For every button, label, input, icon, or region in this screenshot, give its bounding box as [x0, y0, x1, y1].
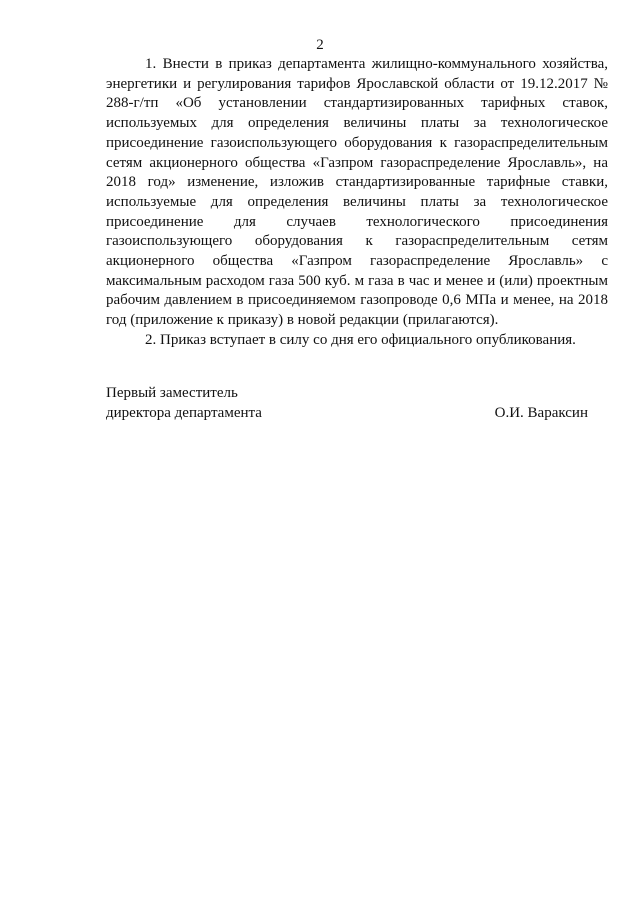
paragraph-2: 2. Приказ вступает в силу со дня его официального опубликования.: [145, 331, 576, 348]
signatory-title-line2: директора департамента: [106, 404, 262, 421]
signatory-title-line1: Первый заместитель: [106, 385, 238, 401]
signature-block: [106, 384, 588, 423]
signature-line: [106, 404, 588, 424]
page-number: 2: [316, 37, 324, 53]
paragraph-1: 1. Внести в приказ департамента жилищно-коммунального хозяйства, энергетики и регулирования тарифов Ярославской области от 19.12.2017 № 288-г/тп «Об установлении стандартизированных тарифных ставок, используемых для определения величины платы за технологическое присоединение газоиспользующего оборудования к газораспределительным сетям акционерного общества «Газпром газораспределение Ярославль», на 2018 год» изменение, изложив стандартизированные тарифные ставки, используемые для определения величины платы за технологическое присоединение для случаев технологического присоединения газоиспользующего оборудования к газораспределительным сетям акционерного общества «Газпром газораспределение Ярославль» с максимальным расходом газа 500 куб. м газа в час и менее и (или) проектным рабочим давлением в присоединяемом газопроводе 0,6 МПа и менее, на 2018 год (приложение к приказу) в новой редакции (прилагаются).: [106, 56, 608, 329]
signatory-name: О.И. Вараксин: [494, 404, 588, 421]
document-body: [106, 55, 608, 351]
